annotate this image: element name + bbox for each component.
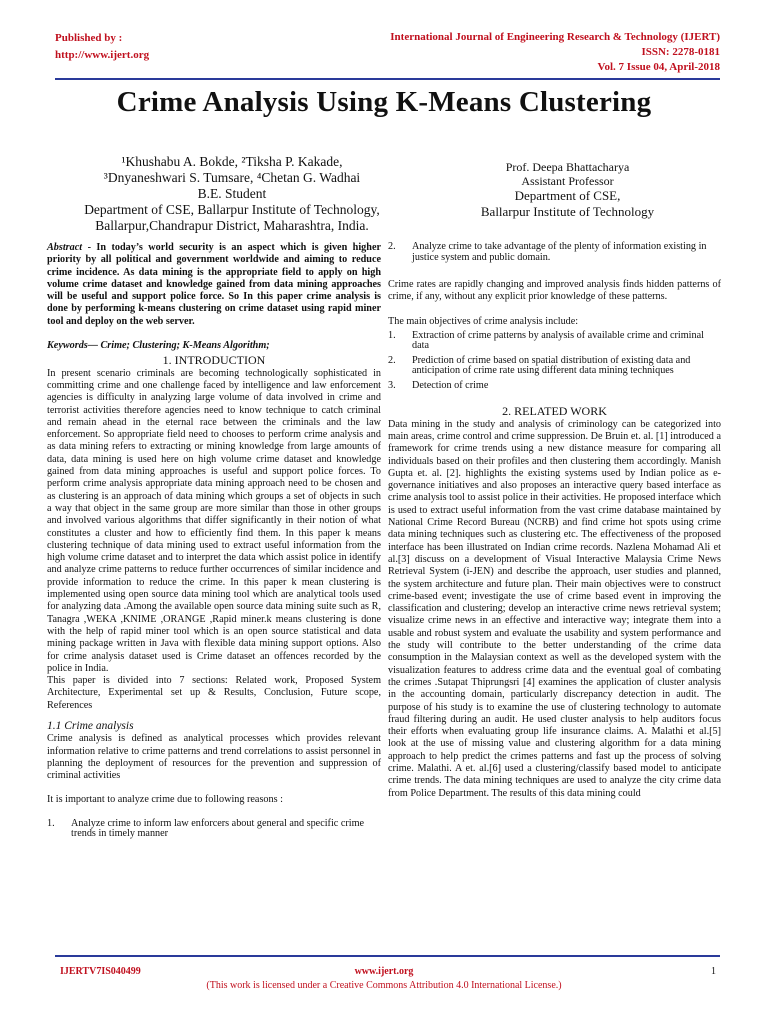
reasons-list-continued — [388, 242, 721, 263]
list-item: 2. Prediction of crime based on spatial distribution of existing data and anticipation of crime rate using different data mining techniques — [388, 354, 691, 377]
list-item: 1. Extraction of crime patterns by analysis of available crime and criminal data — [388, 329, 704, 352]
objectives-intro: The main objectives of crime analysis include: — [388, 315, 579, 327]
intro-paragraph: In present scenario criminals are becoming technologically sophisticated in committing crime and one challenge faced by intelligence and law enforcement agencies is difficulty in analyzing large volume of data involved in crime and terrorist activities therefore agencies need to know technique to catch criminal and remain ahead in the eternal race between the criminals and the law enforcement. So appropriate field need to chooses to perform crime analysis and as data mining refers to extracting or mining knowledge from large amounts of data, data mining is used here on high volume crime dataset and knowledge gained from data mining approaches is useful and support police forces. To perform crime analysis appropriate data mining approach need to be chosen and as clustering is an approach of data mining which groups a set of objects in such a way that object in the same group are more similar than those in other groups and involved various algorithms that differ significantly in their notion of what constitutes a cluster and how to efficiently find them. In this paper k means clustering technique of data mining used to extract useful information from the high volume crime dataset and to interpret the data which assist police in identify and analyze crime patterns to reduce further occurrences of similar incidence and provide information to reduce the crime. In this paper k mean clustering is implemented using open source data mining tool which are analytical tools used for analyzing data .Among the available open source data mining suite such as R, Tanagra ,WEKA ,KNIME ,ORANGE ,Rapid miner.k means clustering is done with the help of rapid miner tool which is an open source statistical and data mining package written in Java with flexible data mining support options. Also for crime analysis dataset used is Crime dataset an offences recorded by the police in India. — [47, 367, 381, 674]
professor-role: Assistant Professor — [521, 174, 614, 188]
authors-students — [47, 154, 417, 234]
author-line: ¹Khushabu A. Bokde, ²Tiksha P. Kakade, — [121, 154, 343, 169]
list-item: 2. Analyze crime to take advantage of the plenty of information existing in justice system and public domain. — [388, 241, 707, 263]
footer-site-link[interactable]: www.ijert.org — [354, 966, 414, 977]
journal-info-block — [390, 30, 720, 75]
section-heading-introduction: 1. INTRODUCTION — [162, 353, 266, 368]
author-line: Ballarpur,Chandrapur District, Maharashtra, India. — [95, 218, 369, 233]
related-work-paragraph: Data mining in the study and analysis of criminology can be categorized into main areas, crime control and crime suppression. De Bruin et. al. [1] introduced a framework for crime trends using a new distance measure for comparing all individuals based on their profiles and then clustering them accordingly. Manish Gupta et. al. [2]. highlights the existing systems used by Indian police as e-governance initiatives and also proposes an interactive query based interface as crime analysis tool to assist police in their activities. He proposed interface which is used to extract useful information from the vast crime database maintained by National Crime Record Bureau (NCRB) and find crime hot spots using crime data mining techniques such as clustering etc. The effectiveness of the proposed interface has been illustrated on Indian crime records. Nazlena Mohamad Ali et al.[3] discuss on a development of Visual Interactive Malaysia Crime News Retrieval System (i-JEN) and describe the approach, user studies and planned, the system architecture and future plan. Their main objectives were to construct crime-based event; investigate the use of crime based event in improving the classification and clustering; develop an interactive crime news retrieval system; visualize crime news in an effective and interactive way; integrate them into a usable and robust system and evaluate the usability and system performance and the study will contribute to the better understanding of the crime data consumption in the Malaysian context as well as the developed system with the visualization features to address crime data and the eventual goal of combating the crimes .Sutapat Thiprungsri [4] examines the application of cluster analysis in the accounting domain, particularly discrepancy detection in audit. The purpose of his study is to examine the use of clustering technology to automate fraud filtering during an audit. He used cluster analysis to help auditors focus their efforts when evaluating group life insurance claims. A. Malathi et al.[5] look at the use of missing value and clustering algorithm for a data mining approach to help predict the crimes patterns and fast up the process of solving crime. Malathi. A et. al.[6] used a clustering/classify based model to anticipate crime trends. The data mining techniques are used to analyze the city crime data from Police Department. The results of this data mining could — [388, 418, 721, 799]
keywords: Keywords— Crime; Clustering; K-Means Algorithm; — [47, 340, 270, 352]
header-divider — [55, 78, 720, 80]
reasons-list — [47, 819, 381, 840]
paper-title: Crime Analysis Using K-Means Clustering — [116, 86, 652, 118]
intro-paragraph-outline: This paper is divided into 7 sections: Related work, Proposed System Architecture, Experimental set up & Results, Conclusion, Future scope, References — [47, 675, 381, 711]
authors-professor — [420, 160, 715, 220]
journal-name: International Journal of Engineering Research & Technology (IJERT) — [390, 31, 720, 43]
page-number: 1 — [711, 966, 716, 977]
journal-site-link[interactable]: http://www.ijert.org — [55, 49, 150, 61]
published-by-label: Published by : — [55, 32, 123, 44]
abstract-text: - In today’s world security is an aspect which is given higher priority by all political and government worldwide and aiming to reduce crime incidence. As data mining is the appropriate field to apply on high volume crime dataset and knowledge gained from data mining approaches will be useful and support police force. So In this paper crime analysis is done by performing k-means clustering on crime dataset using rapid miner tool and deploy on the web server. — [47, 242, 381, 327]
issn: ISSN: 2278-0181 — [641, 46, 720, 58]
crime-rates-paragraph: Crime rates are rapidly changing and improved analysis finds hidden patterns of crime, if any, without any explicit prior knowledge of these patterns. — [388, 279, 721, 303]
paper-id: IJERTV7IS040499 — [60, 966, 141, 977]
right-column — [388, 242, 721, 800]
author-line: Department of CSE, Ballarpur Institute of Technology, — [84, 202, 380, 217]
publisher-block — [55, 30, 149, 64]
license-notice: (This work is licensed under a Creative Commons Attribution 4.0 International License.) — [206, 980, 562, 991]
professor-institute: Ballarpur Institute of Technology — [480, 204, 655, 219]
professor-name: Prof. Deepa Bhattacharya — [505, 160, 630, 174]
section-heading-related-work: 2. RELATED WORK — [502, 404, 607, 419]
objectives-list — [388, 331, 721, 392]
reasons-intro: It is important to analyze crime due to following reasons : — [47, 794, 283, 806]
list-item: 1. Analyze crime to inform law enforcers about general and specific crime trends in timely manner — [47, 817, 365, 840]
abstract — [47, 242, 381, 328]
author-line: ³Dnyaneshwari S. Tumsare, ⁴Chetan G. Wadhai — [103, 170, 361, 185]
subsection-heading-crime-analysis: 1.1 Crime analysis — [47, 719, 134, 732]
professor-dept: Department of CSE, — [514, 188, 621, 203]
crime-analysis-definition: Crime analysis is defined as analytical processes which provides relevant information relative to crime patterns and trend correlations to assist personnel in planning the deployment of resources for the prevention and suppression of criminal activities — [47, 733, 381, 782]
abstract-label: Abstract — [47, 242, 83, 253]
list-item: 3. Detection of crime — [388, 379, 489, 391]
volume-issue: Vol. 7 Issue 04, April-2018 — [597, 61, 720, 73]
footer-divider — [55, 955, 720, 957]
author-line: B.E. Student — [197, 186, 267, 201]
left-column — [47, 242, 381, 844]
